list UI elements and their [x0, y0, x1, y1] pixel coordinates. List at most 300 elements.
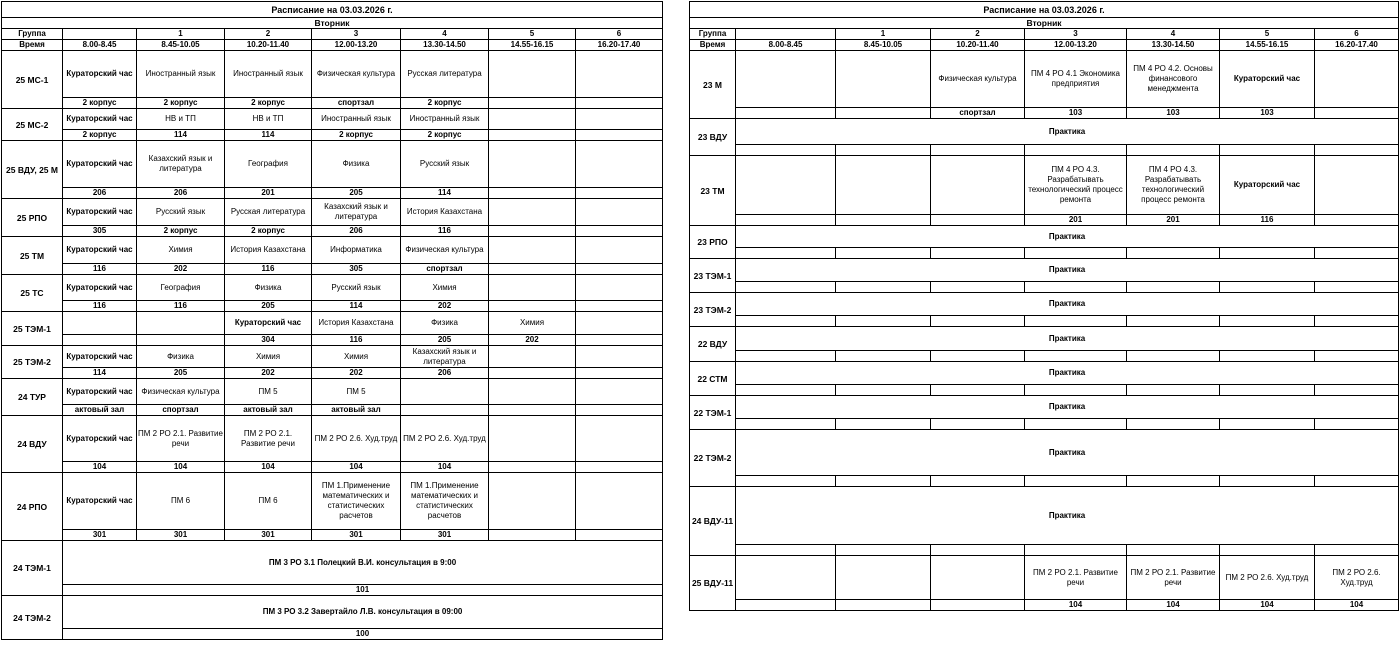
lesson-subject: История Казахстана: [401, 199, 489, 226]
lesson-number-1: 1: [137, 29, 225, 40]
lesson-subject: Физика: [312, 141, 401, 188]
lesson-number-6: 6: [1315, 29, 1399, 40]
empty-cell: [1220, 282, 1315, 293]
lesson-subject: НВ и ТП: [137, 109, 225, 130]
practice-label: Практика: [736, 396, 1399, 419]
empty-cell: [401, 379, 489, 405]
empty-cell: [1220, 145, 1315, 156]
lesson-subject: Русский язык: [312, 275, 401, 301]
empty-cell: [836, 600, 931, 611]
consultation-text: ПМ 3 РО 3.1 Полецкий В.И. консультация в 9:00: [63, 541, 663, 585]
group-name: 25 ТЭМ-1: [2, 312, 63, 346]
lesson-subject: Кураторский час: [63, 416, 137, 462]
lesson-room: 116: [63, 301, 137, 312]
empty-cell: [489, 51, 576, 98]
empty-cell: [1127, 476, 1220, 487]
empty-cell: [736, 156, 836, 215]
lesson-subject: Физика: [137, 346, 225, 368]
empty-cell: [489, 264, 576, 275]
group-name: 24 ВДУ-11: [690, 487, 736, 556]
lesson-subject: ПМ 2 РО 2.1. Развитие речи: [1025, 556, 1127, 600]
lesson-subject: ПМ 6: [137, 473, 225, 530]
empty-cell: [576, 346, 663, 368]
empty-cell: [1315, 145, 1399, 156]
lesson-room: 116: [63, 264, 137, 275]
empty-cell: [1025, 248, 1127, 259]
empty-cell: [489, 379, 576, 405]
lesson-room: 116: [137, 301, 225, 312]
empty-cell: [1025, 145, 1127, 156]
empty-cell: [931, 282, 1025, 293]
lesson-subject: Кураторский час: [63, 141, 137, 188]
schedule-table-right: [689, 1, 1399, 611]
empty-cell: [836, 545, 931, 556]
empty-cell: [489, 530, 576, 541]
empty-cell: [836, 316, 931, 327]
lesson-subject: Казахский язык и литература: [312, 199, 401, 226]
lesson-subject: ПМ 1.Применение математических и статистических расчетов: [401, 473, 489, 530]
empty-cell: [1315, 108, 1399, 119]
time-slot: 8.45-10.05: [137, 40, 225, 51]
empty-cell: [576, 301, 663, 312]
empty-cell: [576, 264, 663, 275]
empty-cell: [836, 156, 931, 215]
group-name: 23 ТЭМ-2: [690, 293, 736, 327]
empty-cell: [489, 237, 576, 264]
lesson-subject: Казахский язык и литература: [401, 346, 489, 368]
empty-cell: [1315, 419, 1399, 430]
empty-cell: [931, 545, 1025, 556]
empty-cell: [576, 462, 663, 473]
lesson-room: 2 корпус: [63, 98, 137, 109]
group-name: 25 ТЭМ-2: [2, 346, 63, 379]
lesson-subject: ПМ 2 РО 2.1. Развитие речи: [225, 416, 312, 462]
empty-cell: [1127, 248, 1220, 259]
lesson-subject: ПМ 4 РО 4.1 Экономика предприятия: [1025, 51, 1127, 108]
schedule-sheet-right: [689, 1, 1398, 611]
empty-cell: [931, 351, 1025, 362]
lesson-subject: Химия: [225, 346, 312, 368]
empty-cell: [489, 473, 576, 530]
time-slot: 13.30-14.50: [401, 40, 489, 51]
lesson-number-0: [736, 29, 836, 40]
empty-cell: [736, 282, 836, 293]
lesson-subject: ПМ 6: [225, 473, 312, 530]
lesson-room: 116: [401, 226, 489, 237]
lesson-room: 2 корпус: [225, 98, 312, 109]
lesson-room: 103: [1127, 108, 1220, 119]
lesson-number-2: 2: [225, 29, 312, 40]
lesson-number-4: 4: [401, 29, 489, 40]
lesson-room: 2 корпус: [312, 130, 401, 141]
empty-cell: [736, 316, 836, 327]
lesson-subject: Кураторский час: [63, 275, 137, 301]
lesson-room: 305: [312, 264, 401, 275]
time-slot: 8.45-10.05: [836, 40, 931, 51]
group-name: 24 ВДУ: [2, 416, 63, 473]
lesson-room: спортзал: [137, 405, 225, 416]
empty-cell: [836, 51, 931, 108]
time-slot: 8.00-8.45: [736, 40, 836, 51]
time-slot: 16.20-17.40: [1315, 40, 1399, 51]
time-slot: 12.00-13.20: [1025, 40, 1127, 51]
empty-cell: [836, 419, 931, 430]
lesson-room: 114: [312, 301, 401, 312]
time-slot: 12.00-13.20: [312, 40, 401, 51]
time-slot: 16.20-17.40: [576, 40, 663, 51]
lesson-room: 116: [225, 264, 312, 275]
lesson-subject: НВ и ТП: [225, 109, 312, 130]
consultation-text: ПМ 3 РО 3.2 Завертайло Л.В. консультация в 09:00: [63, 596, 663, 629]
empty-cell: [576, 130, 663, 141]
empty-cell: [836, 282, 931, 293]
lesson-room: 304: [225, 335, 312, 346]
group-name: 25 ВДУ, 25 М: [2, 141, 63, 199]
empty-cell: [576, 335, 663, 346]
lesson-room: 301: [137, 530, 225, 541]
empty-cell: [736, 51, 836, 108]
practice-label: Практика: [736, 487, 1399, 545]
lesson-room: 202: [489, 335, 576, 346]
lesson-room: 116: [1220, 215, 1315, 226]
empty-cell: [489, 98, 576, 109]
empty-cell: [1127, 282, 1220, 293]
lesson-subject: Кураторский час: [63, 51, 137, 98]
practice-label: Практика: [736, 119, 1399, 145]
schedule-table-left: [1, 1, 663, 640]
lesson-room: 206: [63, 188, 137, 199]
lesson-room: 206: [401, 368, 489, 379]
empty-cell: [1220, 419, 1315, 430]
practice-label: Практика: [736, 259, 1399, 282]
empty-cell: [736, 351, 836, 362]
lesson-subject: Физическая культура: [137, 379, 225, 405]
lesson-subject: ПМ 2 РО 2.6. Худ.труд: [1220, 556, 1315, 600]
time-slot: 13.30-14.50: [1127, 40, 1220, 51]
empty-cell: [1315, 476, 1399, 487]
lesson-room: 104: [1315, 600, 1399, 611]
empty-cell: [489, 188, 576, 199]
lesson-subject: Кураторский час: [63, 109, 137, 130]
time-slot: 10.20-11.40: [225, 40, 312, 51]
empty-cell: [576, 226, 663, 237]
lesson-subject: ПМ 2 РО 2.6. Худ.труд: [312, 416, 401, 462]
empty-cell: [1127, 545, 1220, 556]
lesson-subject: География: [137, 275, 225, 301]
empty-cell: [1220, 385, 1315, 396]
lesson-room: 114: [401, 188, 489, 199]
empty-cell: [1315, 545, 1399, 556]
empty-cell: [137, 312, 225, 335]
empty-cell: [576, 368, 663, 379]
lesson-subject: Русская литература: [401, 51, 489, 98]
lesson-number-6: 6: [576, 29, 663, 40]
empty-cell: [576, 199, 663, 226]
lesson-room: 206: [137, 188, 225, 199]
empty-cell: [489, 405, 576, 416]
empty-cell: [836, 108, 931, 119]
lesson-room: 205: [137, 368, 225, 379]
lesson-room: 2 корпус: [63, 130, 137, 141]
sheet-gap: [663, 0, 688, 662]
lesson-number-1: 1: [836, 29, 931, 40]
schedule-sheet-left: [1, 1, 662, 640]
empty-cell: [489, 109, 576, 130]
time-slot: 14.55-16.15: [489, 40, 576, 51]
group-name: 22 ТЭМ-1: [690, 396, 736, 430]
empty-cell: [736, 600, 836, 611]
empty-cell: [836, 556, 931, 600]
empty-cell: [836, 476, 931, 487]
empty-cell: [736, 248, 836, 259]
empty-cell: [576, 188, 663, 199]
empty-cell: [1315, 351, 1399, 362]
lesson-subject: Кураторский час: [63, 379, 137, 405]
empty-cell: [489, 199, 576, 226]
empty-cell: [489, 226, 576, 237]
time-header: Время: [2, 40, 63, 51]
lesson-room: 104: [137, 462, 225, 473]
lesson-subject: Русская литература: [225, 199, 312, 226]
lesson-room: 305: [63, 226, 137, 237]
lesson-room: 201: [1025, 215, 1127, 226]
lesson-subject: ПМ 2 РО 2.1. Развитие речи: [137, 416, 225, 462]
group-name: 25 ТС: [2, 275, 63, 312]
empty-cell: [63, 312, 137, 335]
empty-cell: [63, 335, 137, 346]
group-name: 22 ВДУ: [690, 327, 736, 362]
empty-cell: [576, 237, 663, 264]
lesson-room: 101: [63, 585, 663, 596]
empty-cell: [576, 405, 663, 416]
lesson-subject: История Казахстана: [225, 237, 312, 264]
lesson-subject: ПМ 2 РО 2.6. Худ.труд: [401, 416, 489, 462]
empty-cell: [1127, 351, 1220, 362]
lesson-subject: Кураторский час: [63, 346, 137, 368]
empty-cell: [576, 109, 663, 130]
lesson-subject: Кураторский час: [225, 312, 312, 335]
empty-cell: [489, 141, 576, 188]
practice-label: Практика: [736, 226, 1399, 248]
lesson-room: 202: [312, 368, 401, 379]
empty-cell: [836, 215, 931, 226]
practice-label: Практика: [736, 362, 1399, 385]
lesson-room: 104: [312, 462, 401, 473]
lesson-number-3: 3: [1025, 29, 1127, 40]
empty-cell: [931, 556, 1025, 600]
empty-cell: [836, 351, 931, 362]
empty-cell: [1025, 385, 1127, 396]
lesson-room: спортзал: [401, 264, 489, 275]
lesson-room: 205: [312, 188, 401, 199]
empty-cell: [576, 312, 663, 335]
day-of-week: Вторник: [2, 18, 663, 29]
empty-cell: [1315, 156, 1399, 215]
lesson-room: 301: [401, 530, 489, 541]
lesson-subject: География: [225, 141, 312, 188]
empty-cell: [1315, 248, 1399, 259]
empty-cell: [576, 530, 663, 541]
lesson-room: 104: [63, 462, 137, 473]
group-name: 25 МС-1: [2, 51, 63, 109]
empty-cell: [1127, 316, 1220, 327]
empty-cell: [1025, 545, 1127, 556]
group-name: 23 ТЭМ-1: [690, 259, 736, 293]
lesson-subject: ПМ 4 РО 4.2. Основы финансового менеджмента: [1127, 51, 1220, 108]
empty-cell: [1315, 385, 1399, 396]
lesson-number-3: 3: [312, 29, 401, 40]
lesson-room: 103: [1220, 108, 1315, 119]
empty-cell: [836, 145, 931, 156]
empty-cell: [1220, 545, 1315, 556]
empty-cell: [736, 385, 836, 396]
lesson-room: 2 корпус: [401, 98, 489, 109]
lesson-subject: Физическая культура: [401, 237, 489, 264]
empty-cell: [931, 248, 1025, 259]
lesson-room: 301: [225, 530, 312, 541]
lesson-room: 2 корпус: [225, 226, 312, 237]
lesson-subject: Физическая культура: [931, 51, 1025, 108]
lesson-subject: Кураторский час: [1220, 156, 1315, 215]
lesson-room: 114: [63, 368, 137, 379]
empty-cell: [1025, 419, 1127, 430]
empty-cell: [736, 108, 836, 119]
lesson-room: 205: [401, 335, 489, 346]
empty-cell: [137, 335, 225, 346]
lesson-subject: ПМ 1.Применение математических и статистических расчетов: [312, 473, 401, 530]
lesson-room: 116: [312, 335, 401, 346]
empty-cell: [931, 385, 1025, 396]
lesson-subject: Кураторский час: [63, 199, 137, 226]
empty-cell: [736, 215, 836, 226]
lesson-room: актовый зал: [63, 405, 137, 416]
schedule-title: Расписание на 03.03.2026 г.: [2, 2, 663, 18]
lesson-room: 201: [1127, 215, 1220, 226]
empty-cell: [1025, 282, 1127, 293]
empty-cell: [1220, 316, 1315, 327]
group-name: 25 РПО: [2, 199, 63, 237]
lesson-room: 201: [225, 188, 312, 199]
lesson-subject: ПМ 4 РО 4.3. Разрабатывать технологический процесс ремонта: [1127, 156, 1220, 215]
empty-cell: [931, 476, 1025, 487]
lesson-subject: ПМ 2 РО 2.1. Развитие речи: [1127, 556, 1220, 600]
group-name: 24 ТУР: [2, 379, 63, 416]
group-name: 25 ВДУ-11: [690, 556, 736, 611]
empty-cell: [931, 419, 1025, 430]
lesson-subject: Иностранный язык: [401, 109, 489, 130]
empty-cell: [576, 141, 663, 188]
practice-label: Практика: [736, 327, 1399, 351]
group-name: 23 М: [690, 51, 736, 119]
empty-cell: [576, 275, 663, 301]
empty-cell: [931, 600, 1025, 611]
empty-cell: [1220, 476, 1315, 487]
empty-cell: [489, 301, 576, 312]
lesson-subject: ПМ 4 РО 4.3. Разрабатывать технологический процесс ремонта: [1025, 156, 1127, 215]
empty-cell: [836, 385, 931, 396]
lesson-subject: Иностранный язык: [225, 51, 312, 98]
time-slot: 14.55-16.15: [1220, 40, 1315, 51]
practice-label: Практика: [736, 430, 1399, 476]
lesson-subject: Русский язык: [401, 141, 489, 188]
lesson-number-5: 5: [1220, 29, 1315, 40]
lesson-subject: Кураторский час: [1220, 51, 1315, 108]
lesson-room: 301: [63, 530, 137, 541]
lesson-room: 2 корпус: [401, 130, 489, 141]
lesson-room: 104: [401, 462, 489, 473]
empty-cell: [1220, 248, 1315, 259]
empty-cell: [931, 215, 1025, 226]
lesson-room: 206: [312, 226, 401, 237]
lesson-room: 104: [1127, 600, 1220, 611]
lesson-subject: ПМ 5: [312, 379, 401, 405]
empty-cell: [1127, 145, 1220, 156]
lesson-room: спортзал: [931, 108, 1025, 119]
group-header: Группа: [690, 29, 736, 40]
group-name: 25 ТМ: [2, 237, 63, 275]
lesson-subject: Кураторский час: [63, 237, 137, 264]
lesson-number-5: 5: [489, 29, 576, 40]
empty-cell: [489, 416, 576, 462]
lesson-room: 202: [225, 368, 312, 379]
group-name: 22 ТЭМ-2: [690, 430, 736, 487]
empty-cell: [1315, 316, 1399, 327]
lesson-subject: Химия: [137, 237, 225, 264]
lesson-room: спортзал: [312, 98, 401, 109]
lesson-room: 202: [401, 301, 489, 312]
empty-cell: [576, 51, 663, 98]
lesson-subject: История Казахстана: [312, 312, 401, 335]
group-name: 24 ТЭМ-2: [2, 596, 63, 640]
lesson-room: 301: [312, 530, 401, 541]
empty-cell: [836, 248, 931, 259]
group-name: 23 РПО: [690, 226, 736, 259]
practice-label: Практика: [736, 293, 1399, 316]
empty-cell: [576, 416, 663, 462]
lesson-room: 2 корпус: [137, 226, 225, 237]
empty-cell: [401, 405, 489, 416]
lesson-subject: Иностранный язык: [137, 51, 225, 98]
lesson-room: 114: [137, 130, 225, 141]
time-slot: 10.20-11.40: [931, 40, 1025, 51]
group-name: 24 РПО: [2, 473, 63, 541]
empty-cell: [931, 156, 1025, 215]
schedule-title: Расписание на 03.03.2026 г.: [690, 2, 1399, 18]
group-name: 24 ТЭМ-1: [2, 541, 63, 596]
group-name: 23 ВДУ: [690, 119, 736, 156]
lesson-room: актовый зал: [225, 405, 312, 416]
lesson-subject: Казахский язык и литература: [137, 141, 225, 188]
lesson-room: 100: [63, 629, 663, 640]
lesson-subject: Химия: [401, 275, 489, 301]
lesson-subject: ПМ 5: [225, 379, 312, 405]
lesson-subject: Русский язык: [137, 199, 225, 226]
empty-cell: [576, 98, 663, 109]
group-name: 25 МС-2: [2, 109, 63, 141]
day-of-week: Вторник: [690, 18, 1399, 29]
empty-cell: [489, 275, 576, 301]
lesson-subject: Химия: [489, 312, 576, 335]
empty-cell: [736, 556, 836, 600]
lesson-subject: Химия: [312, 346, 401, 368]
lesson-room: 104: [1025, 600, 1127, 611]
lesson-number-4: 4: [1127, 29, 1220, 40]
lesson-subject: Кураторский час: [63, 473, 137, 530]
empty-cell: [1315, 282, 1399, 293]
empty-cell: [489, 130, 576, 141]
empty-cell: [1220, 351, 1315, 362]
lesson-room: 114: [225, 130, 312, 141]
